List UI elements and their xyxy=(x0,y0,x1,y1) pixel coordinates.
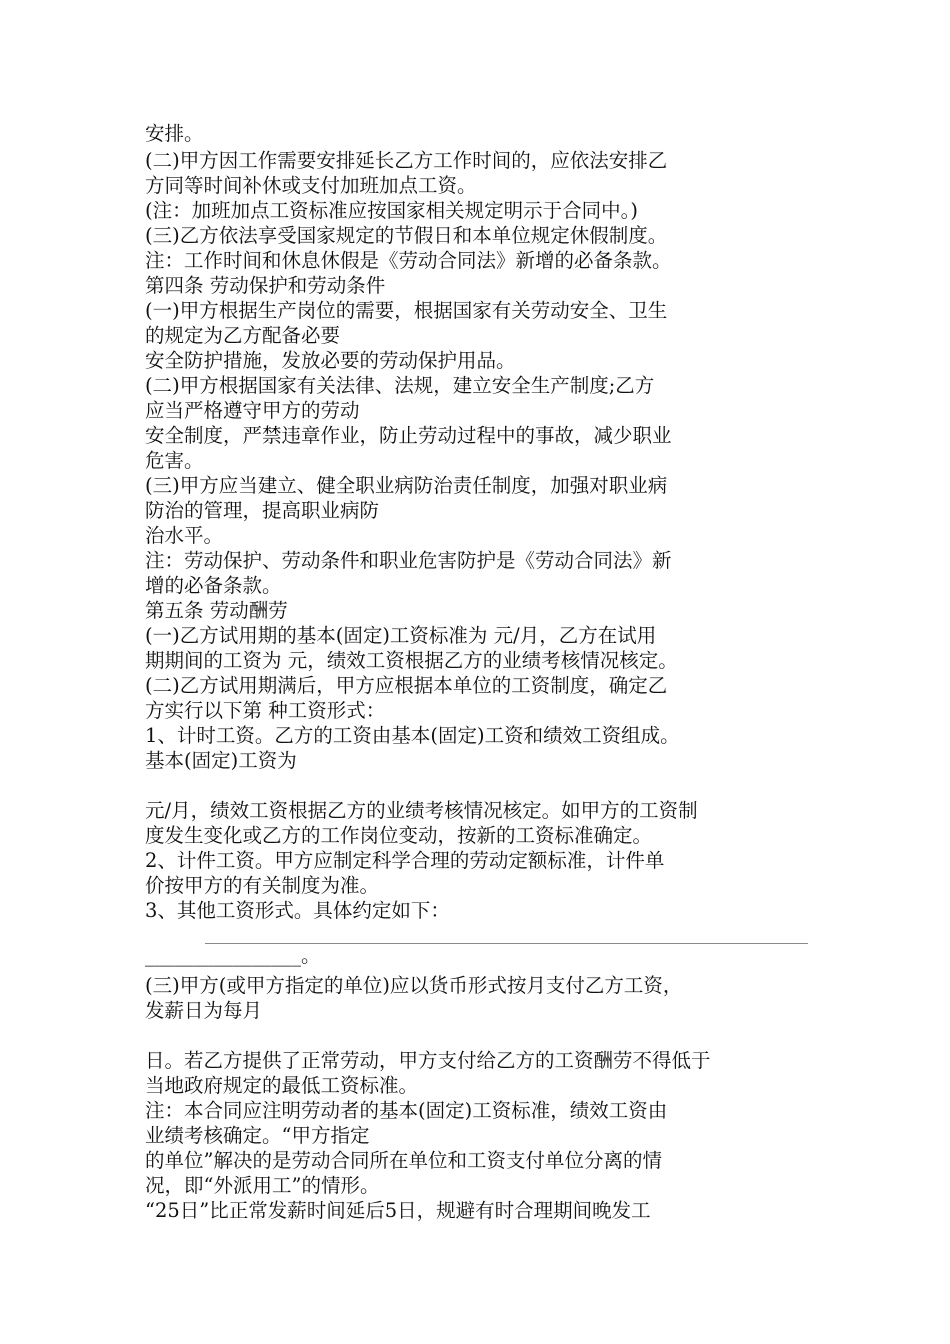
text-line: 注：本合同应注明劳动者的基本(固定)工资标准，绩效工资由 xyxy=(145,1099,668,1122)
text-line: (二)甲方因工作需要安排延长乙方工作时间的，应依法安排乙 xyxy=(145,149,668,172)
text-line: 价按甲方的有关制度为准。 xyxy=(145,874,380,897)
text-line: 元/月，绩效工资根据乙方的业绩考核情况核定。如甲方的工资制 xyxy=(145,799,698,822)
text-line: (一)乙方试用期的基本(固定)工资标准为 元/月，乙方在试用 xyxy=(145,624,657,647)
text-line: (注：加班加点工资标准应按国家相关规定明示于合同中。) xyxy=(145,199,638,222)
text-line: (一)甲方根据生产岗位的需要，根据国家有关劳动安全、卫生 xyxy=(145,299,668,322)
text-line: 况，即“外派用工”的情形。 xyxy=(145,1174,380,1197)
text-line: 危害。 xyxy=(145,449,204,472)
text-line: 安全防护措施，发放必要的劳动保护用品。 xyxy=(145,349,516,372)
section-heading: 第五条 劳动酬劳 xyxy=(145,599,288,622)
text-line: “25日”比正常发薪时间延后5日，规避有时合理期间晚发工 xyxy=(145,1199,651,1222)
text-line: 注：劳动保护、劳动条件和职业危害防护是《劳动合同法》新 xyxy=(145,549,672,572)
text-line: (三)甲方应当建立、健全职业病防治责任制度，加强对职业病 xyxy=(145,474,668,497)
text-line: 3、其他工资形式。具体约定如下： xyxy=(145,899,450,922)
text-line: 防治的管理，提高职业病防 xyxy=(145,499,380,522)
text-line: 发薪日为每月 xyxy=(145,999,263,1022)
text-line: 日。若乙方提供了正常劳动，甲方支付给乙方的工资酬劳不得低于 xyxy=(145,1049,711,1072)
text-line: 2、计件工资。甲方应制定科学合理的劳动定额标准，计件单 xyxy=(145,849,665,872)
text-line: 方实行以下第 种工资形式： xyxy=(145,699,386,722)
text-line: 安排。 xyxy=(145,122,204,145)
text-line: 治水平。 xyxy=(145,524,224,547)
text-line: 期期间的工资为 元，绩效工资根据乙方的业绩考核情况核定。 xyxy=(145,649,678,672)
text-line: 的规定为乙方配备必要 xyxy=(145,324,341,347)
text-line: (二)乙方试用期满后，甲方应根据本单位的工资制度，确定乙 xyxy=(145,674,668,697)
text-line: 增的必备条款。 xyxy=(145,574,282,597)
text-line: 应当严格遵守甲方的劳动 xyxy=(145,399,360,422)
blank-fill-line-end: ________________。 xyxy=(145,944,321,967)
text-line: 当地政府规定的最低工资标准。 xyxy=(145,1074,419,1097)
text-line: 的单位”解决的是劳动合同所在单位和工资支付单位分离的情 xyxy=(145,1149,662,1172)
text-line: (三)乙方依法享受国家规定的节假日和本单位规定休假制度。 xyxy=(145,224,668,247)
text-line: 业绩考核确定。“甲方指定 xyxy=(145,1124,370,1147)
text-line: 1、计时工资。乙方的工资由基本(固定)工资和绩效工资组成。 xyxy=(145,724,680,747)
text-line: (二)甲方根据国家有关法律、法规，建立安全生产制度;乙方 xyxy=(145,374,655,397)
section-heading: 第四条 劳动保护和劳动条件 xyxy=(145,274,386,297)
text-line: 基本(固定)工资为 xyxy=(145,749,297,772)
text-line: 注：工作时间和休息休假是《劳动合同法》新增的必备条款。 xyxy=(145,249,672,272)
text-line: 安全制度，严禁违章作业，防止劳动过程中的事故，减少职业 xyxy=(145,424,672,447)
text-line: 方同等时间补休或支付加班加点工资。 xyxy=(145,174,477,197)
text-line: (三)甲方(或甲方指定的单位)应以货币形式按月支付乙方工资， xyxy=(145,974,683,997)
text-line: 度发生变化或乙方的工作岗位变动，按新的工资标准确定。 xyxy=(145,824,653,847)
